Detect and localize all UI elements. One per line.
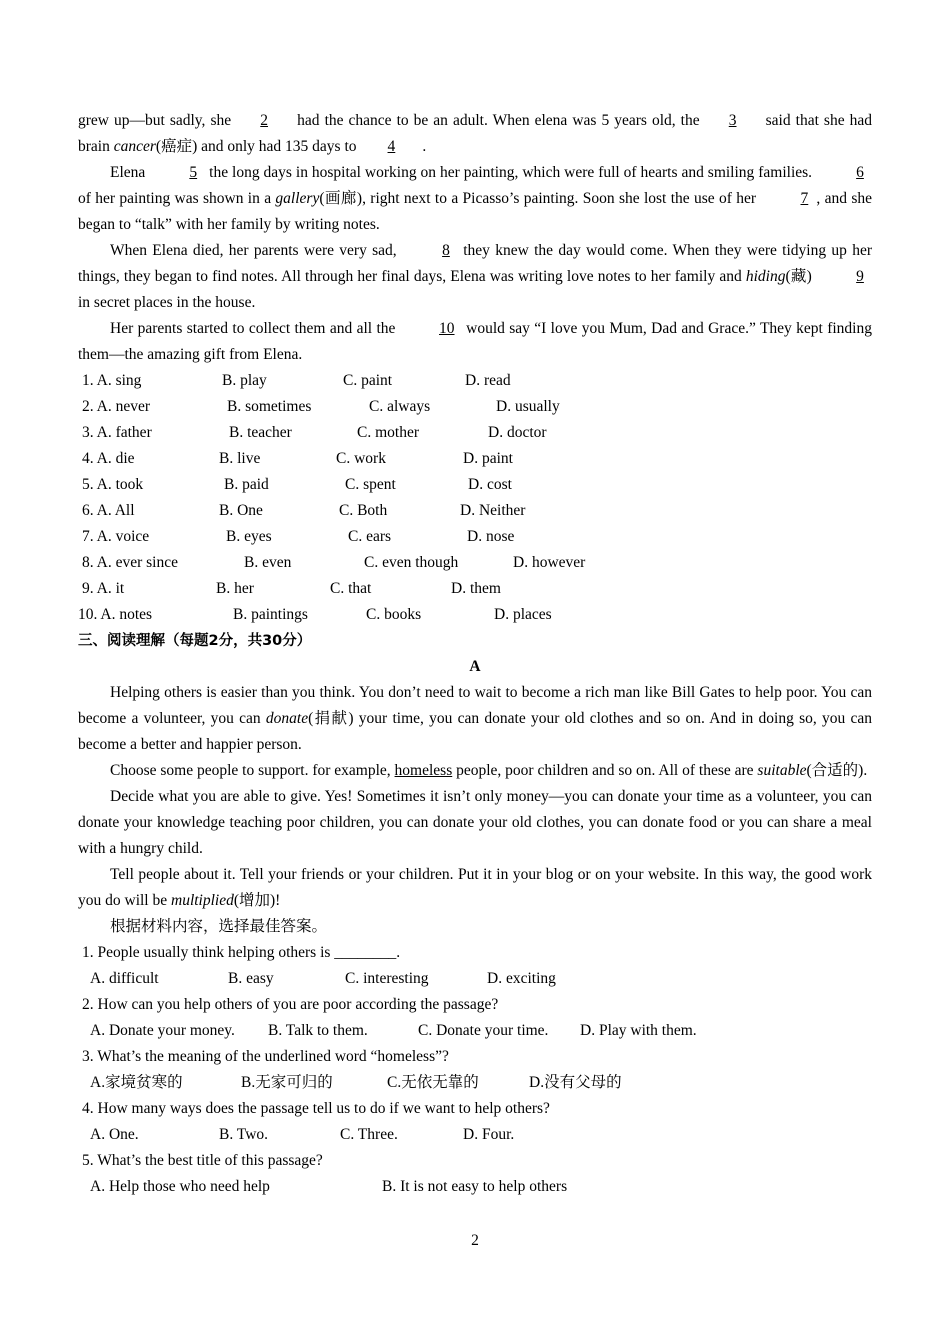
option-d[interactable]: D. paint [463, 450, 513, 467]
text: When Elena died, her parents were very sad, [110, 242, 402, 259]
option-c[interactable]: C. books [366, 606, 422, 623]
option-b[interactable]: B. Two. [219, 1126, 269, 1143]
text: Tell people about it. Tell your friends or your children. Put it in your blog or on your website. In this way, the good work you do will be [78, 866, 872, 909]
text: in secret places in the house. [78, 294, 256, 311]
option-c[interactable]: C.无依无靠的 [387, 1074, 479, 1091]
option-b[interactable]: B. paid [224, 476, 269, 493]
gloss: (捐献) [308, 710, 354, 727]
cloze-paragraph-4 [78, 316, 872, 368]
blank-7[interactable]: 7 [800, 190, 809, 207]
reading-paragraph-1 [78, 680, 872, 758]
option-d[interactable]: D. nose [467, 528, 515, 545]
question-3: 3. What’s the meaning of the underlined word “homeless”? [82, 1048, 449, 1065]
section-title: 三、阅读理解（每题2分，共30分） [78, 633, 312, 649]
option-row-3 [78, 420, 872, 446]
question-3-options [78, 1070, 872, 1096]
option-a[interactable]: 3. A. father [82, 424, 152, 441]
question-4: 4. How many ways does the passage tell us to do if we want to help others? [82, 1100, 550, 1117]
option-d[interactable]: D. Neither [460, 502, 526, 519]
option-row-7 [78, 524, 872, 550]
option-d[interactable]: D. Play with them. [580, 1022, 697, 1039]
text: . [422, 138, 427, 155]
text: , right next to a Picasso’s painting. Soon she lost the use of her [362, 190, 761, 207]
option-b[interactable]: B. eyes [226, 528, 272, 545]
question-5: 5. What’s the best title of this passage? [82, 1152, 323, 1169]
option-a[interactable]: 9. A. it [82, 580, 125, 597]
text: Choose some people to support. for example, [110, 762, 395, 779]
text: people, poor children and so on. All of these are [452, 762, 758, 779]
option-a[interactable]: 10. A. notes [78, 606, 153, 623]
option-d[interactable]: D.没有父母的 [529, 1074, 622, 1091]
option-a[interactable]: A. One. [90, 1126, 139, 1143]
question-2-options [78, 1018, 872, 1044]
document-page [78, 108, 872, 1200]
option-d[interactable]: D. read [465, 372, 511, 389]
text: of her painting was shown in a [78, 190, 276, 207]
option-b[interactable]: B. her [216, 580, 254, 597]
italic-word: suitable [757, 762, 807, 779]
underlined-word: homeless [394, 762, 453, 779]
option-a[interactable]: A.家境贫寒的 [90, 1074, 183, 1091]
option-c[interactable]: C. spent [345, 476, 396, 493]
text: had the chance to be an adult. When elena was 5 years old, the [292, 112, 705, 129]
option-a[interactable]: A. Donate your money. [90, 1022, 235, 1039]
passage-heading: A [469, 658, 481, 675]
instruction: 根据材料内容，选择最佳答案。 [110, 918, 328, 935]
option-a[interactable]: 1. A. sing [82, 372, 142, 389]
option-b[interactable]: B. teacher [229, 424, 292, 441]
blank-3[interactable]: 3 [728, 112, 737, 129]
question-1-options [78, 966, 872, 992]
option-b[interactable]: B. Talk to them. [268, 1022, 368, 1039]
option-a[interactable]: 5. A. took [82, 476, 144, 493]
italic-word: hiding [745, 268, 786, 285]
option-d[interactable]: D. cost [468, 476, 512, 493]
blank-10[interactable]: 10 [439, 320, 455, 337]
italic-word: multiplied [171, 892, 234, 909]
italic-word: cancer [113, 138, 156, 155]
text: the long days in hospital working on her painting, which were full of hearts and smiling families. [205, 164, 816, 181]
question-4-options [78, 1122, 872, 1148]
option-c[interactable]: C. paint [343, 372, 393, 389]
option-d[interactable]: D. usually [496, 398, 560, 415]
gloss: (画廊) [319, 190, 363, 207]
option-c[interactable]: C. interesting [345, 970, 429, 987]
option-row-9 [78, 576, 872, 602]
reading-paragraph-3: Decide what you are able to give. Yes! Sometimes it isn’t only money—you can donate your time as a volunteer, you can donate your knowledge teaching poor children, you can donate your old clothes, you can donate food or you can share a meal with a hungry child. [78, 788, 872, 857]
text: and only had 135 days to [197, 138, 361, 155]
option-a[interactable]: 6. A. All [82, 502, 135, 519]
cloze-paragraph-1 [78, 108, 872, 160]
option-row-4 [78, 446, 872, 472]
option-row-2 [78, 394, 872, 420]
option-a[interactable]: 4. A. die [82, 450, 135, 467]
option-c[interactable]: C. work [336, 450, 386, 467]
cloze-paragraph-3 [78, 238, 872, 316]
text: Helping others is easier than you think. You don’t need to wait to become a rich man like Bill Gates to help poor. You can become a volunteer, you can [78, 684, 872, 727]
text: said that she had brain [78, 112, 872, 155]
option-a[interactable]: 2. A. never [82, 398, 151, 415]
option-a[interactable]: 7. A. voice [82, 528, 150, 545]
gloss: (增加)! [233, 892, 281, 909]
option-c[interactable]: C. ears [348, 528, 392, 545]
blank-5[interactable]: 5 [189, 164, 198, 181]
option-b[interactable]: B. even [244, 554, 292, 571]
option-d[interactable]: D. doctor [488, 424, 547, 441]
text: would say “I love you Mum, Dad and Grace.” They kept finding them—the amazing gift from Elena. [78, 320, 872, 363]
text: Elena [110, 164, 150, 181]
cloze-paragraph-2 [78, 160, 872, 238]
option-b[interactable]: B. easy [228, 970, 274, 987]
option-b[interactable]: B. It is not easy to help others [382, 1178, 568, 1195]
option-d[interactable]: D. them [451, 580, 501, 597]
text: , and she began to “talk” with her family by writing notes. [78, 190, 872, 233]
question-2: 2. How can you help others of you are poor according the passage? [82, 996, 499, 1013]
option-c[interactable]: C. even though [364, 554, 459, 571]
option-a[interactable]: A. Help those who need help [90, 1178, 270, 1195]
option-d[interactable]: D. exciting [487, 970, 556, 987]
option-b[interactable]: B.无家可归的 [241, 1074, 333, 1091]
blank-9[interactable]: 9 [856, 268, 864, 285]
question-1: 1. People usually think helping others is ________. [82, 944, 401, 961]
blank-4[interactable]: 4 [387, 138, 396, 155]
option-d[interactable]: D. places [494, 606, 552, 623]
option-c[interactable]: C. that [330, 580, 372, 597]
option-d[interactable]: D. Four. [463, 1126, 515, 1143]
option-c[interactable]: C. Three. [340, 1126, 398, 1143]
gloss: (藏) [785, 268, 812, 285]
option-a[interactable]: A. difficult [90, 970, 159, 987]
reading-paragraph-4 [78, 862, 872, 914]
blank-8[interactable]: 8 [442, 242, 450, 259]
option-b[interactable]: B. One [219, 502, 263, 519]
option-b[interactable]: B. play [222, 372, 267, 389]
option-c[interactable]: C. Donate your time. [418, 1022, 549, 1039]
option-row-1 [78, 368, 872, 394]
blank-2[interactable]: 2 [260, 112, 269, 129]
option-c[interactable]: C. always [369, 398, 431, 415]
questions [78, 940, 872, 1200]
option-row-10 [78, 602, 872, 628]
cloze-options [78, 368, 872, 628]
option-b[interactable]: B. sometimes [227, 398, 312, 415]
italic-word: donate [265, 710, 309, 727]
page-number: 2 [471, 1232, 479, 1249]
blank-6[interactable]: 6 [856, 164, 864, 181]
text: your time, you can donate your old clothes and so on. And in doing so, you can become a better and happier person. [78, 710, 873, 753]
option-row-8 [78, 550, 872, 576]
option-row-6 [78, 498, 872, 524]
option-c[interactable]: C. mother [357, 424, 419, 441]
gloss: (合适的). [806, 762, 868, 779]
option-d[interactable]: D. however [513, 554, 586, 571]
question-5-options [78, 1174, 872, 1200]
reading-paragraph-2 [78, 758, 872, 784]
gloss: (癌症) [155, 138, 198, 155]
option-c[interactable]: C. Both [339, 502, 388, 519]
option-b[interactable]: B. live [219, 450, 261, 467]
text: they knew the day would come. When they were tidying up her things, they began to find notes. All through her final days, Elena was writing love notes to her family and [78, 242, 872, 285]
text: grew up—but sadly, she [78, 112, 237, 129]
option-a[interactable]: 8. A. ever since [82, 554, 178, 571]
italic-word: gallery [275, 190, 320, 207]
text: Her parents started to collect them and all the [110, 320, 400, 337]
option-row-5 [78, 472, 872, 498]
option-b[interactable]: B. paintings [233, 606, 308, 623]
